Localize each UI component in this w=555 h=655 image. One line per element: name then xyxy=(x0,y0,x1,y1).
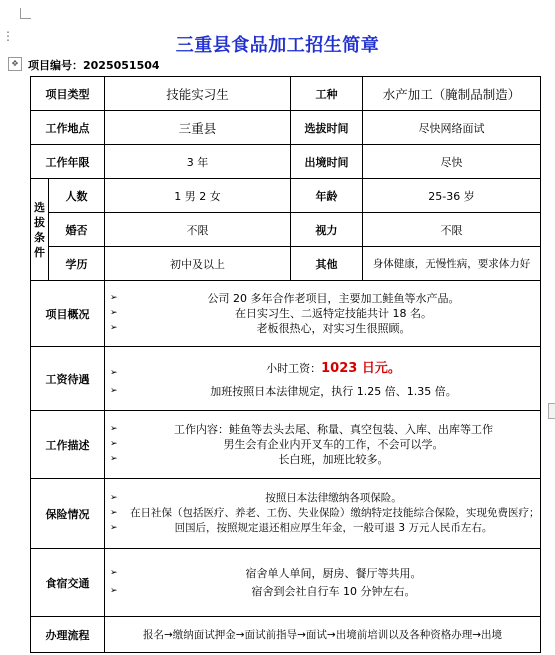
description-text: 男生会有企业内开叉车的工作，不会可以学。 xyxy=(223,438,444,451)
vertical-char: 件 xyxy=(34,245,45,259)
label-vision: 视力 xyxy=(291,213,363,247)
value-vision: 不限 xyxy=(363,213,541,247)
vertical-char: 条 xyxy=(34,230,45,244)
arrow-bullet-icon: ➢ xyxy=(110,424,118,434)
table-row xyxy=(31,617,541,653)
arrow-bullet-icon: ➢ xyxy=(110,368,118,378)
arrow-bullet-icon: ➢ xyxy=(110,439,118,449)
insurance-text: 在日社保（包括医疗、养老、工伤、失业保险）缴纳特定技能综合保险，实现免费医疗； xyxy=(130,507,540,519)
description-text: 工作内容：鲑鱼等去头去尾、称量、真空包装、入库、出库等工作 xyxy=(174,423,493,436)
hourly-wage-value: 1023 日元。 xyxy=(321,361,401,376)
arrow-bullet-icon: ➢ xyxy=(110,493,118,503)
value-age: 25-36 岁 xyxy=(363,179,541,213)
table-row xyxy=(31,77,541,111)
value-job-type: 水产加工（腌制品制造） xyxy=(363,77,541,111)
value-other: 身体健康，无慢性病，要求体力好 xyxy=(363,247,541,281)
process-flow: 报名→缴纳面试押金→面试前指导→面试→出境前培训以及各种资格办理→出境 xyxy=(105,617,541,653)
list-item xyxy=(108,437,537,452)
project-number: 项目编号：2025051504 xyxy=(28,59,160,72)
page-corner-mark xyxy=(20,8,31,19)
table-row xyxy=(31,281,541,347)
table-row xyxy=(31,145,541,179)
label-departure-time: 出境时间 xyxy=(291,145,363,179)
insurance-cell xyxy=(105,479,541,549)
description-text: 长白班，加班比较多。 xyxy=(278,453,389,466)
description-cell xyxy=(105,411,541,479)
table-row xyxy=(31,213,541,247)
list-item xyxy=(108,506,540,521)
arrow-bullet-icon: ➢ xyxy=(110,454,118,464)
right-edge-tab[interactable] xyxy=(548,403,555,419)
vertical-char: 选 xyxy=(34,200,45,214)
label-headcount: 人数 xyxy=(49,179,105,213)
arrow-bullet-icon: ➢ xyxy=(110,323,118,333)
label-selection-time: 选拔时间 xyxy=(291,111,363,145)
value-headcount: 1 男 2 女 xyxy=(105,179,291,213)
overview-text: 公司 20 多年合作老项目，主要加工鲑鱼等水产品。 xyxy=(207,292,460,305)
lodging-text: 宿舍到会社自行车 10 分钟左右。 xyxy=(251,585,416,598)
arrow-bullet-icon: ➢ xyxy=(110,586,118,596)
wage-text: 加班按照日本法律规定，执行 1.25 倍、1.35 倍。 xyxy=(210,385,457,398)
label-insurance: 保险情况 xyxy=(31,479,105,549)
label-marital: 婚否 xyxy=(49,213,105,247)
drag-dots-icon[interactable]: ⋮ xyxy=(2,29,14,43)
table-row xyxy=(31,247,541,281)
list-item xyxy=(108,291,537,306)
arrow-bullet-icon: ➢ xyxy=(110,386,118,396)
label-process: 办理流程 xyxy=(31,617,105,653)
label-age: 年龄 xyxy=(291,179,363,213)
label-other: 其他 xyxy=(291,247,363,281)
overview-text: 老板很热心，对实习生很照顾。 xyxy=(256,322,411,335)
table-row xyxy=(31,179,541,213)
insurance-text: 回国后，按照规定退还相应厚生年金，一般可退 3 万元人民币左右。 xyxy=(174,522,493,534)
table-row xyxy=(31,347,541,411)
label-education: 学历 xyxy=(49,247,105,281)
arrow-bullet-icon: ➢ xyxy=(110,568,118,578)
lodging-text: 宿舍单人单间，厨房、餐厅等共用。 xyxy=(245,567,422,580)
list-item xyxy=(108,452,537,467)
wages-cell xyxy=(105,347,541,411)
list-item xyxy=(108,422,537,437)
value-marital: 不限 xyxy=(105,213,291,247)
wage-prefix: 小时工资： xyxy=(266,362,322,375)
table-row xyxy=(31,411,541,479)
table-row xyxy=(31,479,541,549)
value-work-location: 三重县 xyxy=(105,111,291,145)
lodging-cell xyxy=(105,549,541,617)
label-lodging: 食宿交通 xyxy=(31,549,105,617)
label-overview: 项目概况 xyxy=(31,281,105,347)
list-item xyxy=(108,491,537,506)
value-work-years: 3 年 xyxy=(105,145,291,179)
label-work-location: 工作地点 xyxy=(31,111,105,145)
label-wages: 工资待遇 xyxy=(31,347,105,411)
list-item xyxy=(108,384,537,399)
list-item xyxy=(108,521,537,536)
list-item xyxy=(108,566,537,581)
page-title: 三重县食品加工招生简章 xyxy=(175,35,380,56)
table-move-handle-icon[interactable]: ✥ xyxy=(8,57,22,71)
table-row xyxy=(31,549,541,617)
arrow-bullet-icon: ➢ xyxy=(110,523,118,533)
insurance-text: 按照日本法律缴纳各项保险。 xyxy=(265,492,402,504)
arrow-bullet-icon: ➢ xyxy=(110,508,118,518)
list-item xyxy=(108,321,537,336)
label-work-years: 工作年限 xyxy=(31,145,105,179)
table-row xyxy=(31,111,541,145)
arrow-bullet-icon: ➢ xyxy=(110,293,118,303)
list-item xyxy=(108,584,537,599)
vertical-char: 拔 xyxy=(34,215,45,229)
overview-text: 在日实习生、二返特定技能共计 18 名。 xyxy=(235,307,432,320)
value-project-type: 技能实习生 xyxy=(105,77,291,111)
label-project-type: 项目类型 xyxy=(31,77,105,111)
label-job-type: 工种 xyxy=(291,77,363,111)
selection-conditions-label xyxy=(31,179,49,281)
overview-cell xyxy=(105,281,541,347)
value-departure-time: 尽快 xyxy=(363,145,541,179)
value-selection-time: 尽快网络面试 xyxy=(363,111,541,145)
label-job-description: 工作描述 xyxy=(31,411,105,479)
list-item xyxy=(108,358,537,380)
arrow-bullet-icon: ➢ xyxy=(110,308,118,318)
recruitment-table xyxy=(30,76,541,653)
list-item xyxy=(108,306,537,321)
value-education: 初中及以上 xyxy=(105,247,291,281)
